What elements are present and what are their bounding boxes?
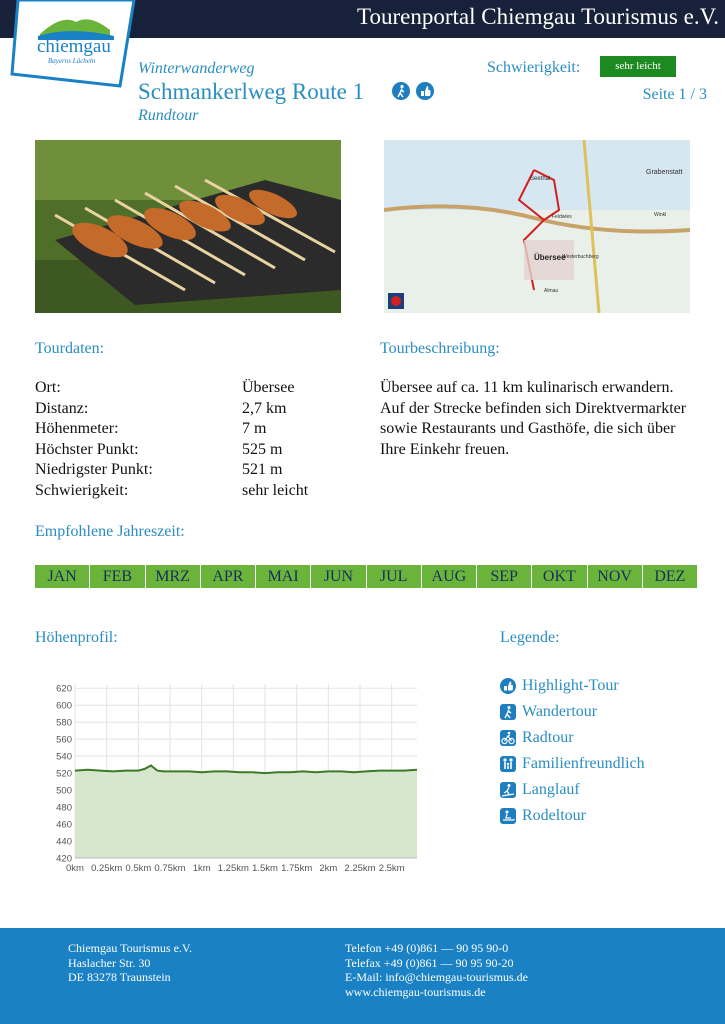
legend-label: Wandertour [522,703,598,720]
fact-row [35,399,335,420]
x-tick-label: 0.75km [154,863,186,874]
month-dez: DEZ [643,565,697,588]
tour-kind: Rundtour [138,107,199,124]
y-tick-label: 480 [56,802,72,814]
x-tick-label: 1.25km [217,863,249,874]
y-tick-label: 500 [56,785,72,797]
legend-label: Familienfreundlich [522,755,645,772]
y-tick-label: 420 [56,853,72,865]
fact-row [35,460,335,481]
footer-fax: Telefax +49 (0)861 — 90 95 90-20 [345,955,514,970]
fact-value: sehr leicht [242,481,309,499]
season-title: Empfohlene Jahreszeit: [35,523,185,540]
legend-label: Radtour [522,729,574,746]
x-tick-label: 2.25km [344,863,376,874]
legend-label: Langlauf [522,781,580,798]
tour-icons [392,82,434,100]
legend-item [500,673,645,699]
tour-description: Übersee auf ca. 11 km kulinarisch erwandern. Auf der Strecke befinden sich Direktvermarkter sowie Restaurants und Gasthöfe, die sich über Ihre Einkehr freuen. [380,379,687,458]
footer-city: DE 83278 Traunstein [68,970,171,984]
tour-facts [35,378,335,501]
sled-icon [500,808,516,824]
legend-item [500,803,645,829]
map-label: Seethal [530,176,551,182]
chiemgau-logo [10,0,136,88]
legend [500,673,645,829]
fact-label: Distanz: [35,399,89,417]
map-label: Feldwies [552,214,572,220]
x-tick-label: 1km [192,863,211,874]
month-nov: NOV [588,565,642,588]
month-apr: APR [201,565,255,588]
map-label: Übersee [534,253,566,262]
footer-phone: Telefon +49 (0)861 — 90 95 90-0 [345,941,509,955]
map-label: Almau [544,288,559,294]
elevation-chart [35,672,425,878]
route-map [384,140,690,313]
fact-value: 7 m [242,420,267,437]
fact-value: 525 m [242,440,283,458]
x-tick-label: 2.5km [378,863,405,874]
bike-icon [500,730,516,746]
fact-value: 2,7 km [242,399,287,417]
page-number: Seite 1 / 3 [642,86,707,103]
footer-contact [345,941,528,999]
fact-row [35,419,335,440]
highlight-icon [416,82,434,100]
x-tick-label: 0.5km [125,863,152,874]
legend-label: Highlight-Tour [522,677,619,694]
x-tick-label: 1.75km [281,863,313,874]
hiking-icon [392,82,410,100]
fact-row [35,440,335,461]
fact-value: Übersee [242,379,295,396]
y-tick-label: 540 [56,751,72,763]
footer-website[interactable]: www.chiemgau-tourismus.de [345,984,486,999]
y-tick-label: 460 [56,819,72,831]
footer [0,928,725,1024]
tour-title: Schmankerlweg Route 1 [138,79,365,104]
y-tick-label: 580 [56,717,72,729]
fact-row [35,481,335,502]
svg-text:Bayerns Lächeln: Bayerns Lächeln [48,57,96,65]
elevation-area [75,766,417,859]
legend-label: Rodeltour [522,807,586,824]
difficulty-label: Schwierigkeit: [487,59,581,76]
x-tick-label: 1.5km [252,863,278,874]
fact-label: Höhenmeter: [35,420,119,437]
y-tick-label: 620 [56,683,72,695]
highlight-icon [500,678,516,694]
footer-address [68,941,192,985]
tour-data-title: Tourdaten: [35,340,105,357]
season-months [35,565,697,588]
portal-title: Tourenportal Chiemgau Tourismus e.V. [357,4,719,29]
fact-value: 521 m [242,461,283,478]
legend-title: Legende: [500,629,560,646]
fact-label: Höchster Punkt: [35,440,139,458]
hiking-icon [500,704,516,720]
x-tick-label: 0km [66,863,84,874]
difficulty-badge: sehr leicht [600,56,676,77]
svg-text:chiemgau: chiemgau [37,36,111,57]
y-tick-label: 560 [56,734,72,746]
month-okt: OKT [532,565,586,588]
month-aug: AUG [422,565,476,588]
map-label: Westerbuchberg [562,254,599,260]
description-title: Tourbeschreibung: [380,340,500,357]
month-jul: JUL [367,565,421,588]
legend-item [500,699,645,725]
footer-org: Chiemgau Tourismus e.V. [68,941,193,955]
y-tick-label: 600 [56,700,72,712]
family-icon [500,756,516,772]
tour-type: Winterwanderweg [138,60,255,77]
month-sep: SEP [477,565,531,588]
month-mrz: MRZ [146,565,200,588]
x-tick-label: 0.25km [91,863,123,874]
y-tick-label: 440 [56,836,72,848]
tour-photo [35,140,341,313]
footer-street: Haslacher Str. 30 [68,955,151,970]
y-tick-label: 520 [56,768,72,780]
map-label: Winkl [654,212,667,218]
legend-item [500,725,645,751]
month-jan: JAN [35,565,89,588]
profile-title: Höhenprofil: [35,629,118,646]
month-jun: JUN [311,565,365,588]
map-label: Grabenstatt [646,169,683,176]
footer-email[interactable]: E-Mail: info@chiemgau-tourismus.de [345,970,529,984]
month-mai: MAI [256,565,310,588]
legend-item [500,777,645,803]
fact-label: Ort: [35,379,61,396]
x-tick-label: 2km [319,863,338,874]
fact-label: Niedrigster Punkt: [35,461,153,478]
legend-item [500,751,645,777]
fact-row [35,378,335,399]
fact-label: Schwierigkeit: [35,481,129,499]
cross-country-ski-icon [500,782,516,798]
month-feb: FEB [90,565,144,588]
